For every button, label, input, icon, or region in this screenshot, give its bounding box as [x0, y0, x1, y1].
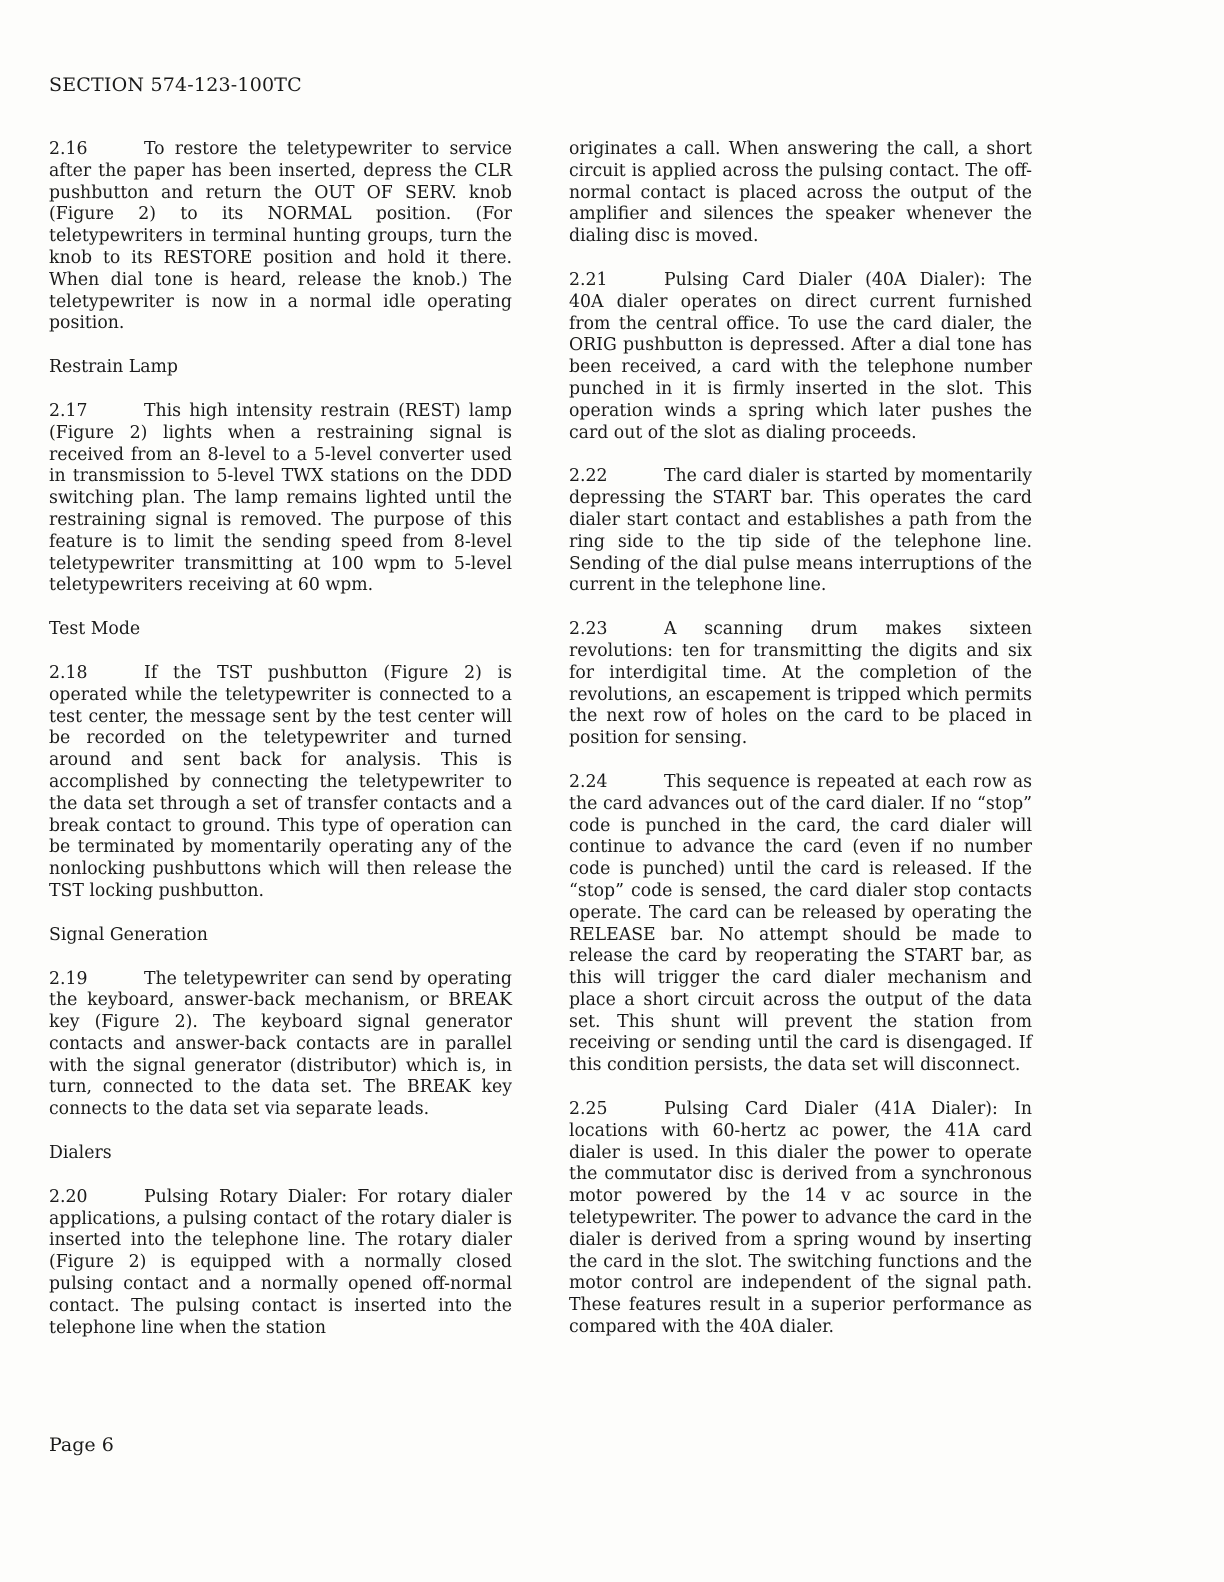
paragraph-text: If the TST pushbutton (Figure 2) is operated while the teletypewriter is connected to a test center, the message sent by the test center will be recorded on the teletypewriter and turned around and sent back for analysis. This is accomplished by connecting the teletypewriter to the data set through a set of transfer contacts and a break contact to ground. This type of operation can be terminated by momentarily operating any of the nonlocking pushbuttons which will then release the TST locking pushbutton. — [49, 662, 512, 901]
paragraph-text: This sequence is repeated at each row as the card advances out of the card dialer. If no “stop” code is punched in the card, the card dialer will continue to advance the card (even if no number code is punched) until the card is released. If the “stop” code is sensed, the card dialer stop contacts operate. The card can be released by operating the RELEASE bar. No attempt should be made to release the card by reoperating the START bar, as this will trigger the card dialer mechanism and place a short circuit across the output of the data set. This shunt will prevent the station from receiving or sending until the card is disengaged. If this condition persists, the data set will disconnect. — [569, 771, 1032, 1076]
heading-restrain-lamp: Restrain Lamp — [49, 357, 178, 378]
paragraph-2-18 — [49, 663, 512, 903]
paragraph-number: 2.18 — [49, 662, 88, 683]
paragraph-2-17 — [49, 401, 512, 597]
heading-signal-generation: Signal Generation — [49, 924, 208, 945]
paragraph-text: originates a call. When answering the call, a short circuit is applied across the pulsing contact. The off-normal contact is placed across the output of the amplifier and silences the speaker whenever the dialing disc is moved. — [569, 139, 1032, 247]
heading-test-mode: Test Mode — [49, 619, 141, 640]
heading-dialers: Dialers — [49, 1143, 112, 1164]
paragraph-2-19 — [49, 969, 512, 1122]
paragraph-number: 2.25 — [569, 1099, 608, 1120]
paragraph-text: This high intensity restrain (REST) lamp (Figure 2) lights when a restraining signal is received from an 8-level to a 5-level converter used in transmission to 5-level TWX stations on the DDD switching plan. The lamp remains lighted until the restraining signal is removed. The purpose of this feature is to limit the sending speed from 8-level teletypewriter transmitting at 100 wpm to 5-level teletypewriters receiving at 60 wpm. — [49, 400, 512, 596]
paragraph-text: To restore the teletypewriter to service after the paper has been inserted, depress the CLR pushbutton and return the OUT OF SERV. knob (Figure 2) to its NORMAL position. (For teletypewriters in terminal hunting groups, turn the knob to its RESTORE position and hold it there. When dial tone is heard, release the knob.) The teletypewriter is now in a normal idle operating position. — [49, 139, 512, 334]
paragraph-number: 2.16 — [49, 139, 88, 159]
paragraph-number: 2.17 — [49, 400, 88, 421]
paragraph-2-22 — [569, 466, 1032, 597]
left-column — [49, 139, 512, 1361]
paragraph-2-25 — [569, 1099, 1032, 1339]
paragraph-number: 2.22 — [569, 466, 608, 487]
right-column — [569, 139, 1032, 1361]
paragraph-number: 2.24 — [569, 771, 608, 792]
paragraph-text: Pulsing Rotary Dialer: For rotary dialer applications, a pulsing contact of the rotary dialer is inserted into the telephone line. The rotary dialer (Figure 2) is equipped with a normally closed pulsing contact and a normally opened off-normal contact. The pulsing contact is inserted into the telephone line when the station — [49, 1186, 512, 1338]
paragraph-number: 2.20 — [49, 1186, 88, 1207]
paragraph-number: 2.21 — [569, 269, 608, 290]
paragraph-2-24 — [569, 772, 1032, 1077]
paragraph-text: A scanning drum makes sixteen revolutions: ten for transmitting the digits and six for interdigital time. At the completion of the revolutions, an escapement is tripped which permits the next row of holes on the card to be placed in position for sensing. — [569, 619, 1032, 749]
paragraph-2-20-continued — [569, 139, 1032, 248]
paragraph-2-21 — [569, 270, 1032, 444]
paragraph-number: 2.23 — [569, 619, 608, 640]
paragraph-text: Pulsing Card Dialer (41A Dialer): In locations with 60-hertz ac power, the 41A card dialer is used. In this dialer the power to operate the commutator disc is derived from a synchronous motor powered by the 14 v ac source in the teletypewriter. The power to advance the card in the dialer is derived from a spring wound by inserting the card in the slot. The switching functions and the motor control are independent of the signal path. These features result in a superior performance as compared with the 40A dialer. — [569, 1099, 1032, 1338]
paragraph-text: The card dialer is started by momentarily depressing the START bar. This operates the card dialer start contact and establishes a path from the ring side to the tip side of the telephone line. Sending of the dial pulse means interruptions of the current in the telephone line. — [569, 466, 1032, 596]
paragraph-text: Pulsing Card Dialer (40A Dialer): The 40A dialer operates on direct current furnished from the central office. To use the card dialer, the ORIG pushbutton is depressed. After a dial tone has been received, a card with the telephone number punched in it is firmly inserted in the slot. This operation winds a spring which later pushes the card out of the slot as dialing proceeds. — [569, 269, 1032, 443]
page-number: Page 6 — [49, 1434, 114, 1456]
section-header: SECTION 574-123-100TC — [49, 74, 302, 96]
paragraph-2-23 — [569, 619, 1032, 750]
paragraph-number: 2.19 — [49, 968, 88, 989]
paragraph-2-16 — [49, 139, 512, 335]
paragraph-text: The teletypewriter can send by operating the keyboard, answer-back mechanism, or BREAK key (Figure 2). The keyboard signal generator contacts and answer-back contacts are in parallel with the signal generator (distributor) which is, in turn, connected to the data set. The BREAK key connects to the data set via separate leads. — [49, 968, 512, 1120]
paragraph-2-20 — [49, 1187, 512, 1340]
